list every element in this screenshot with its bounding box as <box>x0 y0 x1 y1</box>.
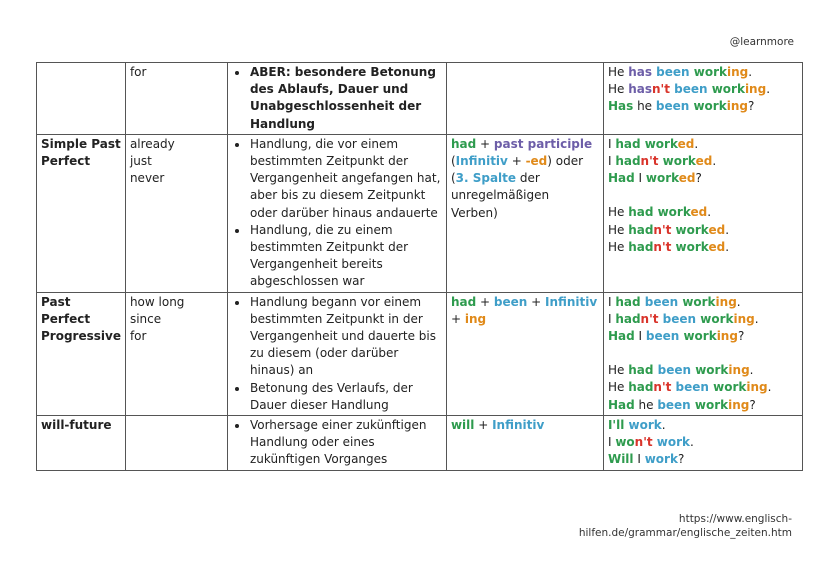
text-segment: ing <box>715 294 737 309</box>
text-segment: He <box>607 239 629 254</box>
text-segment: I <box>607 311 616 326</box>
text-segment: I <box>607 154 616 169</box>
usage <box>227 134 446 292</box>
examples <box>603 63 802 135</box>
signal-word: for <box>129 329 147 344</box>
text-segment: had <box>628 239 654 254</box>
tense-name <box>37 416 126 471</box>
example-sentence <box>608 362 798 379</box>
examples <box>603 416 802 471</box>
usage-item: • Vorhersage einer zukünftigen Handlung oder eines zukünftigen Vorganges <box>249 417 442 469</box>
text-segment: ing <box>728 397 750 412</box>
text-segment: . <box>725 222 730 237</box>
example-sentence <box>608 379 798 396</box>
text-segment: . <box>767 380 772 395</box>
text-segment: . <box>766 82 771 97</box>
text-segment: + <box>474 418 493 433</box>
text-segment: ed <box>695 154 713 169</box>
table-row <box>37 63 803 135</box>
text-segment: work <box>711 82 745 97</box>
text-segment: n't <box>634 435 653 450</box>
text-segment: had <box>615 294 641 309</box>
text-segment: + <box>507 154 526 169</box>
usage-item: • Handlung, die vor einem bestimmten Zeitpunkt der Vergangenheit angefangen hat, aber bis zu diesem Zeitpunkt oder darüber hinaus andauerte <box>249 136 442 222</box>
form <box>446 134 603 292</box>
text-segment: work <box>653 205 691 220</box>
usage <box>227 292 446 415</box>
tense-name <box>37 63 126 135</box>
text-segment: . <box>694 136 699 151</box>
table-row <box>37 134 803 292</box>
text-segment: he <box>633 99 656 114</box>
text-segment: n't <box>653 239 672 254</box>
example-sentence <box>608 239 798 256</box>
example-sentence <box>608 311 798 328</box>
text-segment: ) oder ( <box>450 154 584 186</box>
text-segment: n't <box>640 154 659 169</box>
tense-label: Simple Past Perfect <box>41 136 121 169</box>
text-segment: Has <box>607 99 634 114</box>
source-url-line-1: https://www.englisch- <box>678 513 792 525</box>
text-segment: work <box>683 329 717 344</box>
usage-list <box>232 294 442 414</box>
text-segment: work <box>624 418 662 433</box>
text-segment: . <box>736 294 741 309</box>
text-segment: work <box>671 239 709 254</box>
example-sentence <box>608 170 798 187</box>
text-segment: had <box>628 380 654 395</box>
text-segment: ing <box>726 65 749 79</box>
example-sentence <box>608 222 798 239</box>
text-segment: . <box>725 239 730 254</box>
tense-table <box>36 62 803 471</box>
example-sentence <box>608 64 798 81</box>
text-segment: work <box>658 154 696 169</box>
text-segment: he <box>634 397 658 412</box>
example-sentence <box>608 98 798 115</box>
text-segment: He <box>607 380 629 395</box>
text-segment: ing <box>746 380 768 395</box>
text-segment: had <box>615 136 641 151</box>
text-segment: + <box>450 311 465 326</box>
text-segment: ed <box>690 205 708 220</box>
text-segment: + <box>527 294 545 309</box>
text-segment: had <box>450 294 477 309</box>
text-segment: Infinitiv <box>492 418 545 433</box>
text-segment: had <box>628 222 654 237</box>
usage <box>227 416 446 471</box>
text-segment: I <box>607 294 616 309</box>
text-segment: n't <box>640 311 659 326</box>
example-gap <box>608 187 798 204</box>
signal-word: how long <box>129 294 185 309</box>
usage-item: • Handlung begann vor einem bestimmten Zeitpunkt in der Vergangenheit und dauerte bis zu diesem (oder darüber hinaus) an <box>249 294 442 380</box>
text-segment: ed <box>677 136 695 151</box>
text-segment: Infinitiv <box>455 154 508 169</box>
example-sentence <box>608 153 798 170</box>
text-segment: ing <box>726 99 748 114</box>
text-segment: wo <box>615 435 635 450</box>
usage-list <box>232 136 442 291</box>
text-segment: work <box>645 171 679 186</box>
signal-words <box>125 292 227 415</box>
text-segment: 3. Spalte <box>455 171 517 186</box>
text-segment: . <box>749 363 754 378</box>
text-segment: I <box>634 329 646 344</box>
text-segment: der unregelmäßigen Verben) <box>450 171 550 220</box>
usage-list <box>232 64 442 133</box>
tense-label: will-future <box>41 418 112 433</box>
text-segment: n't <box>653 380 672 395</box>
text-segment: been <box>640 294 683 309</box>
text-segment: work <box>700 311 734 326</box>
text-segment: I <box>607 136 616 151</box>
text-segment: ( <box>450 154 456 169</box>
text-segment: work <box>671 222 709 237</box>
signal-word: just <box>129 154 152 169</box>
text-segment: ing <box>744 82 767 97</box>
form <box>446 63 603 135</box>
tense-name <box>37 292 126 415</box>
text-segment: I <box>607 435 616 450</box>
source-url-line-2: hilfen.de/grammar/englische_zeiten.htm <box>578 527 792 539</box>
text-segment: work <box>693 99 727 114</box>
text-segment: Had <box>607 397 635 412</box>
text-segment: ing <box>716 329 738 344</box>
text-segment: ing <box>464 311 487 326</box>
usage <box>227 63 446 135</box>
signal-words <box>125 134 227 292</box>
example-sentence <box>608 81 798 98</box>
text-segment: He <box>607 363 629 378</box>
form <box>446 292 603 415</box>
text-segment: ing <box>733 311 755 326</box>
text-segment: I <box>633 452 645 467</box>
text-segment: ed <box>678 171 696 186</box>
text-segment: He <box>607 222 629 237</box>
text-segment: been <box>657 397 695 412</box>
text-segment: I <box>634 171 646 186</box>
text-segment: . <box>712 154 717 169</box>
text-segment: ? <box>677 452 685 467</box>
usage-item: • ABER: besondere Betonung des Ablaufs, Dauer und Unabgeschlossenheit der Handlung <box>249 64 442 133</box>
text-segment: work <box>695 363 729 378</box>
text-segment: will <box>450 418 475 433</box>
text-segment: . <box>748 65 753 79</box>
example-sentence <box>608 417 798 434</box>
text-segment: had <box>615 154 641 169</box>
text-segment: work <box>694 397 729 412</box>
signal-words <box>125 63 227 135</box>
text-segment: . <box>754 311 759 326</box>
text-segment: Had <box>607 329 635 344</box>
example-sentence <box>608 136 798 153</box>
usage-list <box>232 417 442 469</box>
signal-word: since <box>129 311 162 326</box>
usage-item: • Handlung, die zu einem bestimmten Zeitpunkt der Vergangenheit bereits abgeschlossen war <box>249 222 442 291</box>
text-segment: work <box>652 435 691 450</box>
text-segment: had <box>628 363 654 378</box>
form <box>446 416 603 471</box>
text-segment: Had <box>607 171 635 186</box>
text-segment: been <box>658 311 701 326</box>
text-segment: ed <box>708 222 726 237</box>
text-segment: ing <box>728 363 750 378</box>
text-segment: He <box>607 65 629 79</box>
text-segment: work <box>640 136 678 151</box>
text-segment: -ed <box>525 154 548 169</box>
text-segment: work <box>644 452 678 467</box>
text-segment: been <box>653 363 696 378</box>
text-segment: Infinitiv <box>544 294 598 309</box>
tense-name <box>37 134 126 292</box>
example-sentence <box>608 328 798 345</box>
text-segment: . <box>690 435 694 450</box>
example-gap <box>608 345 798 362</box>
text-segment: + <box>476 136 494 151</box>
text-segment: had <box>450 136 477 151</box>
text-segment: had <box>615 311 641 326</box>
text-segment: . <box>707 205 712 220</box>
text-segment: past participle <box>493 136 593 151</box>
text-segment: . <box>661 418 666 433</box>
text-segment: work <box>693 65 727 79</box>
usage-item: • Betonung des Verlaufs, der Dauer dieser Handlung <box>249 380 442 414</box>
signal-word: never <box>129 171 165 186</box>
signal-word: already <box>129 136 175 151</box>
tense-label: Past Perfect Progressive <box>41 294 121 344</box>
signal-words <box>125 416 227 471</box>
example-sentence <box>608 434 798 451</box>
example-sentence <box>608 204 798 221</box>
text-segment: been <box>671 380 714 395</box>
text-segment: been <box>669 82 712 97</box>
examples <box>603 292 802 415</box>
text-segment: ed <box>708 239 726 254</box>
author-handle: @learnmore <box>729 36 794 48</box>
example-sentence <box>608 397 798 414</box>
text-segment: work <box>713 380 747 395</box>
example-sentence <box>608 294 798 311</box>
text-segment: work <box>682 294 716 309</box>
text-segment: n't <box>651 82 670 97</box>
text-segment: ? <box>749 397 756 412</box>
text-segment: has <box>628 82 652 97</box>
text-segment: been <box>651 65 694 79</box>
text-segment: had <box>628 205 654 220</box>
table-row <box>37 292 803 415</box>
text-segment: ? <box>695 171 702 186</box>
table-row <box>37 416 803 471</box>
text-segment: has <box>628 65 652 79</box>
text-segment: + <box>476 294 494 309</box>
text-segment: ? <box>747 99 755 114</box>
source-url <box>579 512 792 540</box>
text-segment: I'll <box>607 418 625 433</box>
text-segment: been <box>645 329 684 344</box>
text-segment: n't <box>653 222 672 237</box>
example-sentence <box>608 451 798 468</box>
examples <box>603 134 802 292</box>
text-segment: He <box>607 82 629 97</box>
text-segment: been <box>655 99 694 114</box>
signal-word: for <box>129 65 147 79</box>
text-segment: been <box>493 294 528 309</box>
text-segment: Will <box>607 452 634 467</box>
text-segment: ? <box>737 329 745 344</box>
text-segment: He <box>607 205 629 220</box>
